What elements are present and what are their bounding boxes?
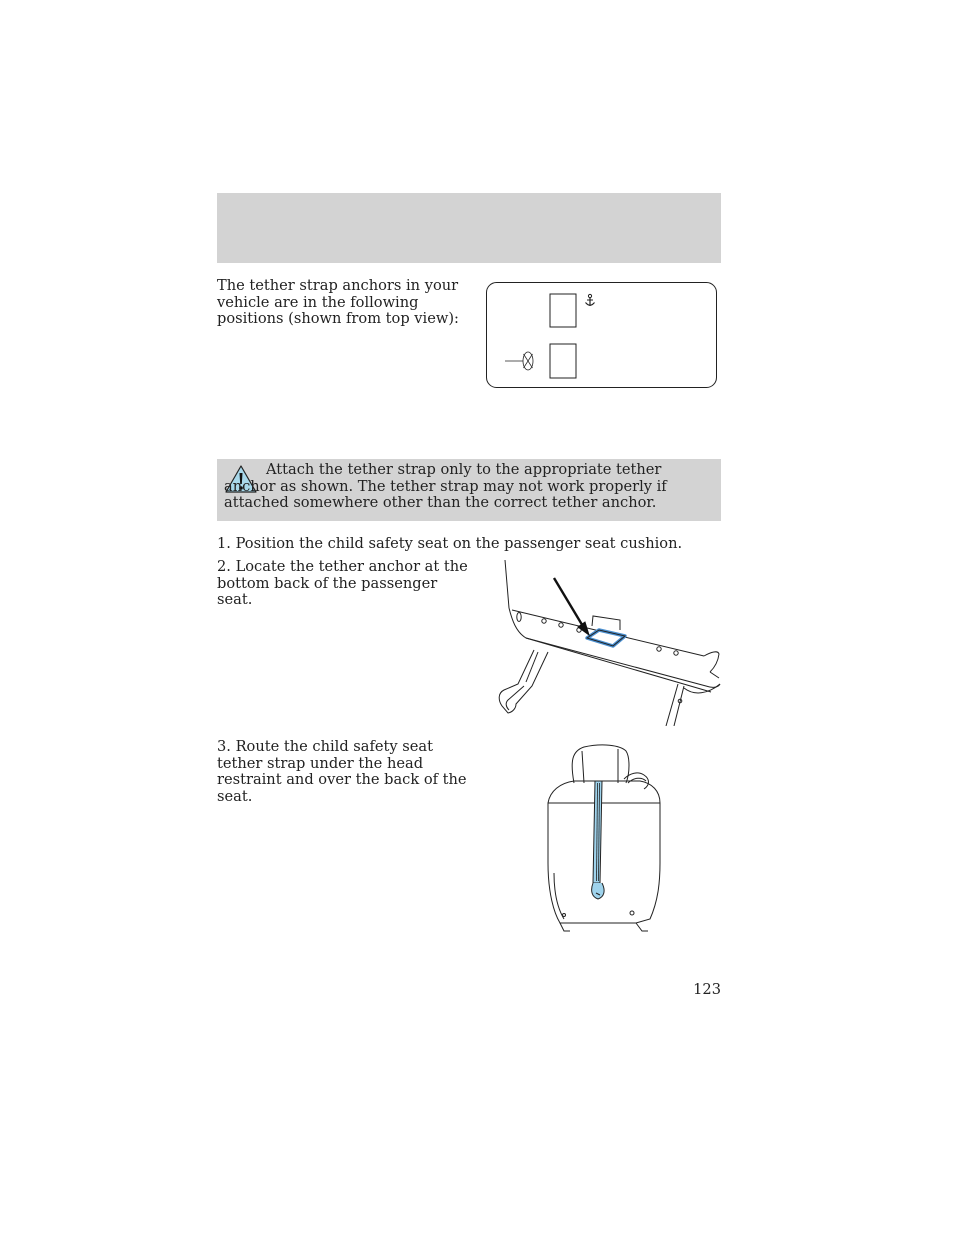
header-band [217, 193, 721, 263]
warning-box [217, 459, 721, 521]
step-1: 1. Position the child safety seat on the passenger seat cushion. [217, 535, 683, 552]
tether-hook-icon [592, 883, 604, 899]
intro-text: The tether strap anchors in your vehicle are in the following positions (shown from top view): [217, 277, 459, 327]
tether-strap [593, 781, 602, 883]
seat-back-strap-illustration [540, 743, 665, 933]
tether-anchor-highlight [587, 630, 625, 646]
tether-anchor-diagram [486, 282, 717, 388]
seat-bottom-anchor-illustration [496, 560, 721, 726]
warning-text: Attach the tether strap only to the appropriate tether anchor as shown. The tether strap may not work properly if attached somewhere other than the correct tether anchor. [224, 461, 667, 511]
step-2: 2. Locate the tether anchor at the bottom back of the passenger seat. [217, 558, 468, 608]
front-seat-outline [550, 344, 576, 378]
page-number: 123 [693, 981, 721, 998]
rear-seat-outline [550, 294, 576, 327]
step-3: 3. Route the child safety seat tether strap under the head restraint and over the back of the seat. [217, 738, 467, 805]
